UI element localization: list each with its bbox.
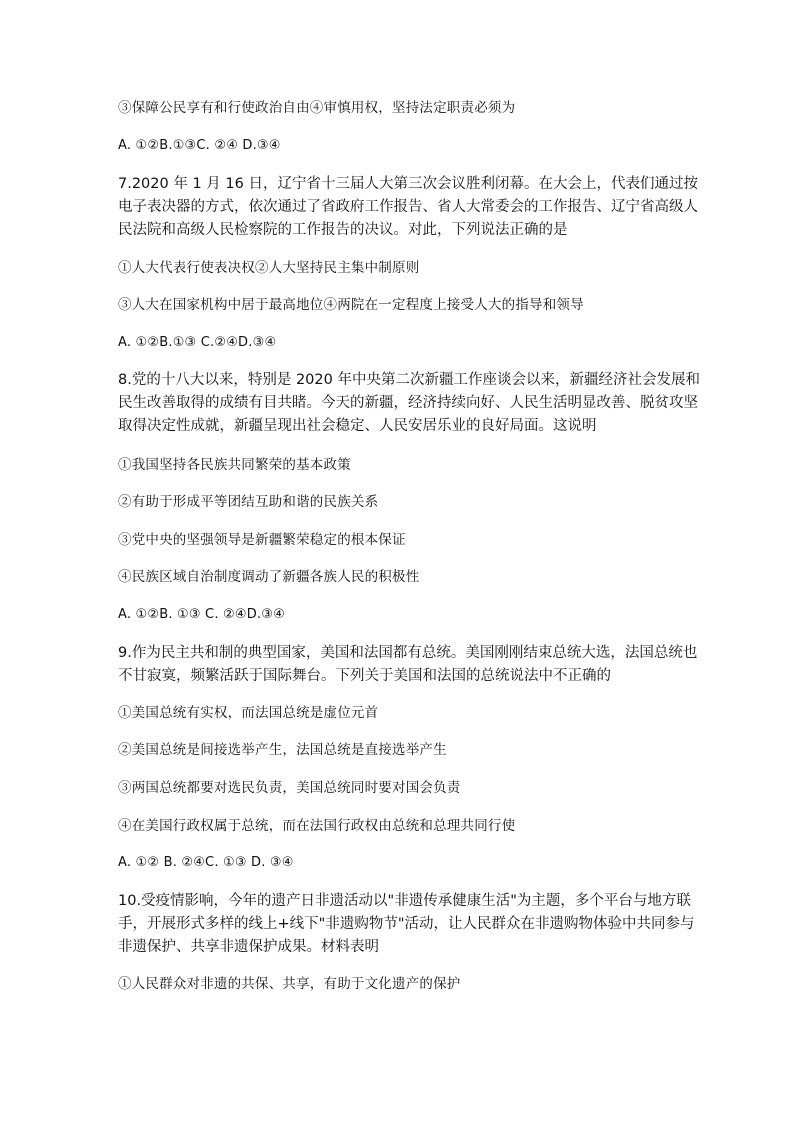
- question-10-line-1: 10.受疫情影响，今年的遗产日非遗活动以"非遗传承健康生活"为主题，多个平台与地方联: [118, 893, 691, 909]
- statement-1-q10: ①人民群众对非遗的共保、共享，有助于文化遗产的保护: [118, 976, 461, 992]
- question-8-line-2: 民生改善取得的成绩有目共睹。今天的新疆，经济持续向好、人民生活明显改善、脱贫攻坚: [118, 395, 698, 411]
- question-8-line-3: 取得决定性成就，新疆呈现出社会稳定、人民安居乐业的良好局面。这说明: [118, 418, 597, 434]
- question-7-line-2: 电子表决器的方式，依次通过了省政府工作报告、省人大常委会的工作报告、辽宁省高级人: [118, 199, 698, 215]
- statement-3-q9: ③两国总统都要对选民负责，美国总统同时要对国会负责: [118, 780, 461, 796]
- options-q6: A. ①②B.①③C. ②④ D.③④: [118, 138, 281, 153]
- statement-1-2-q7: ①人大代表行使表决权②人大坚持民主集中制原则: [118, 260, 420, 276]
- statement-1-q9: ①美国总统有实权，而法国总统是虚位元首: [118, 705, 379, 721]
- statement-3-4-q7: ③人大在国家机构中居于最高地位④两院在一定程度上接受人大的指导和领导: [118, 297, 584, 313]
- question-7-line-1: 7.2020 年 1 月 16 日，辽宁省十三届人大第三次会议胜利闭幕。在大会上，代表们通过按: [118, 176, 698, 192]
- statement-3-4-q6: ③保障公民享有和行使政治自由④审慎用权，坚持法定职责必须为: [118, 100, 516, 116]
- statement-2-q8: ②有助于形成平等团结互助和谐的民族关系: [118, 494, 379, 510]
- question-10-line-3: 非遗保护、共享非遗保护成果。材料表明: [118, 939, 379, 955]
- options-q8: A. ①②B. ①③ C. ②④D.③④: [118, 607, 285, 622]
- options-q9: A. ①② B. ②④C. ①③ D. ③④: [118, 855, 294, 870]
- statement-1-q8: ①我国坚持各民族共同繁荣的基本政策: [118, 457, 351, 473]
- statement-2-q9: ②美国总统是间接选举产生，法国总统是直接选举产生: [118, 742, 447, 758]
- options-q7: A. ①②B.①③ C.②④D.③④: [118, 335, 277, 350]
- question-10-line-2: 手，开展形式多样的线上+线下"非遗购物节"活动，让人民群众在非遗购物体验中共同参与: [118, 916, 695, 932]
- question-7-line-3: 民法院和高级人民检察院的工作报告的决议。对此，下列说法正确的是: [118, 222, 568, 238]
- statement-4-q9: ④在美国行政权属于总统，而在法国行政权由总统和总理共同行使: [118, 818, 516, 834]
- question-9-line-2: 不甘寂寞，频繁活跃于国际舞台。下列关于美国和法国的总统说法中不正确的: [118, 668, 611, 684]
- question-8-line-1: 8.党的十八大以来，特别是 2020 年中央第二次新疆工作座谈会以来，新疆经济社会发展和: [118, 372, 700, 388]
- statement-4-q8: ④民族区域自治制度调动了新疆各族人民的积极性: [118, 569, 420, 585]
- question-9-line-1: 9.作为民主共和制的典型国家，美国和法国都有总统。美国刚刚结束总统大选，法国总统也: [118, 645, 698, 661]
- statement-3-q8: ③党中央的坚强领导是新疆繁荣稳定的根本保证: [118, 532, 406, 548]
